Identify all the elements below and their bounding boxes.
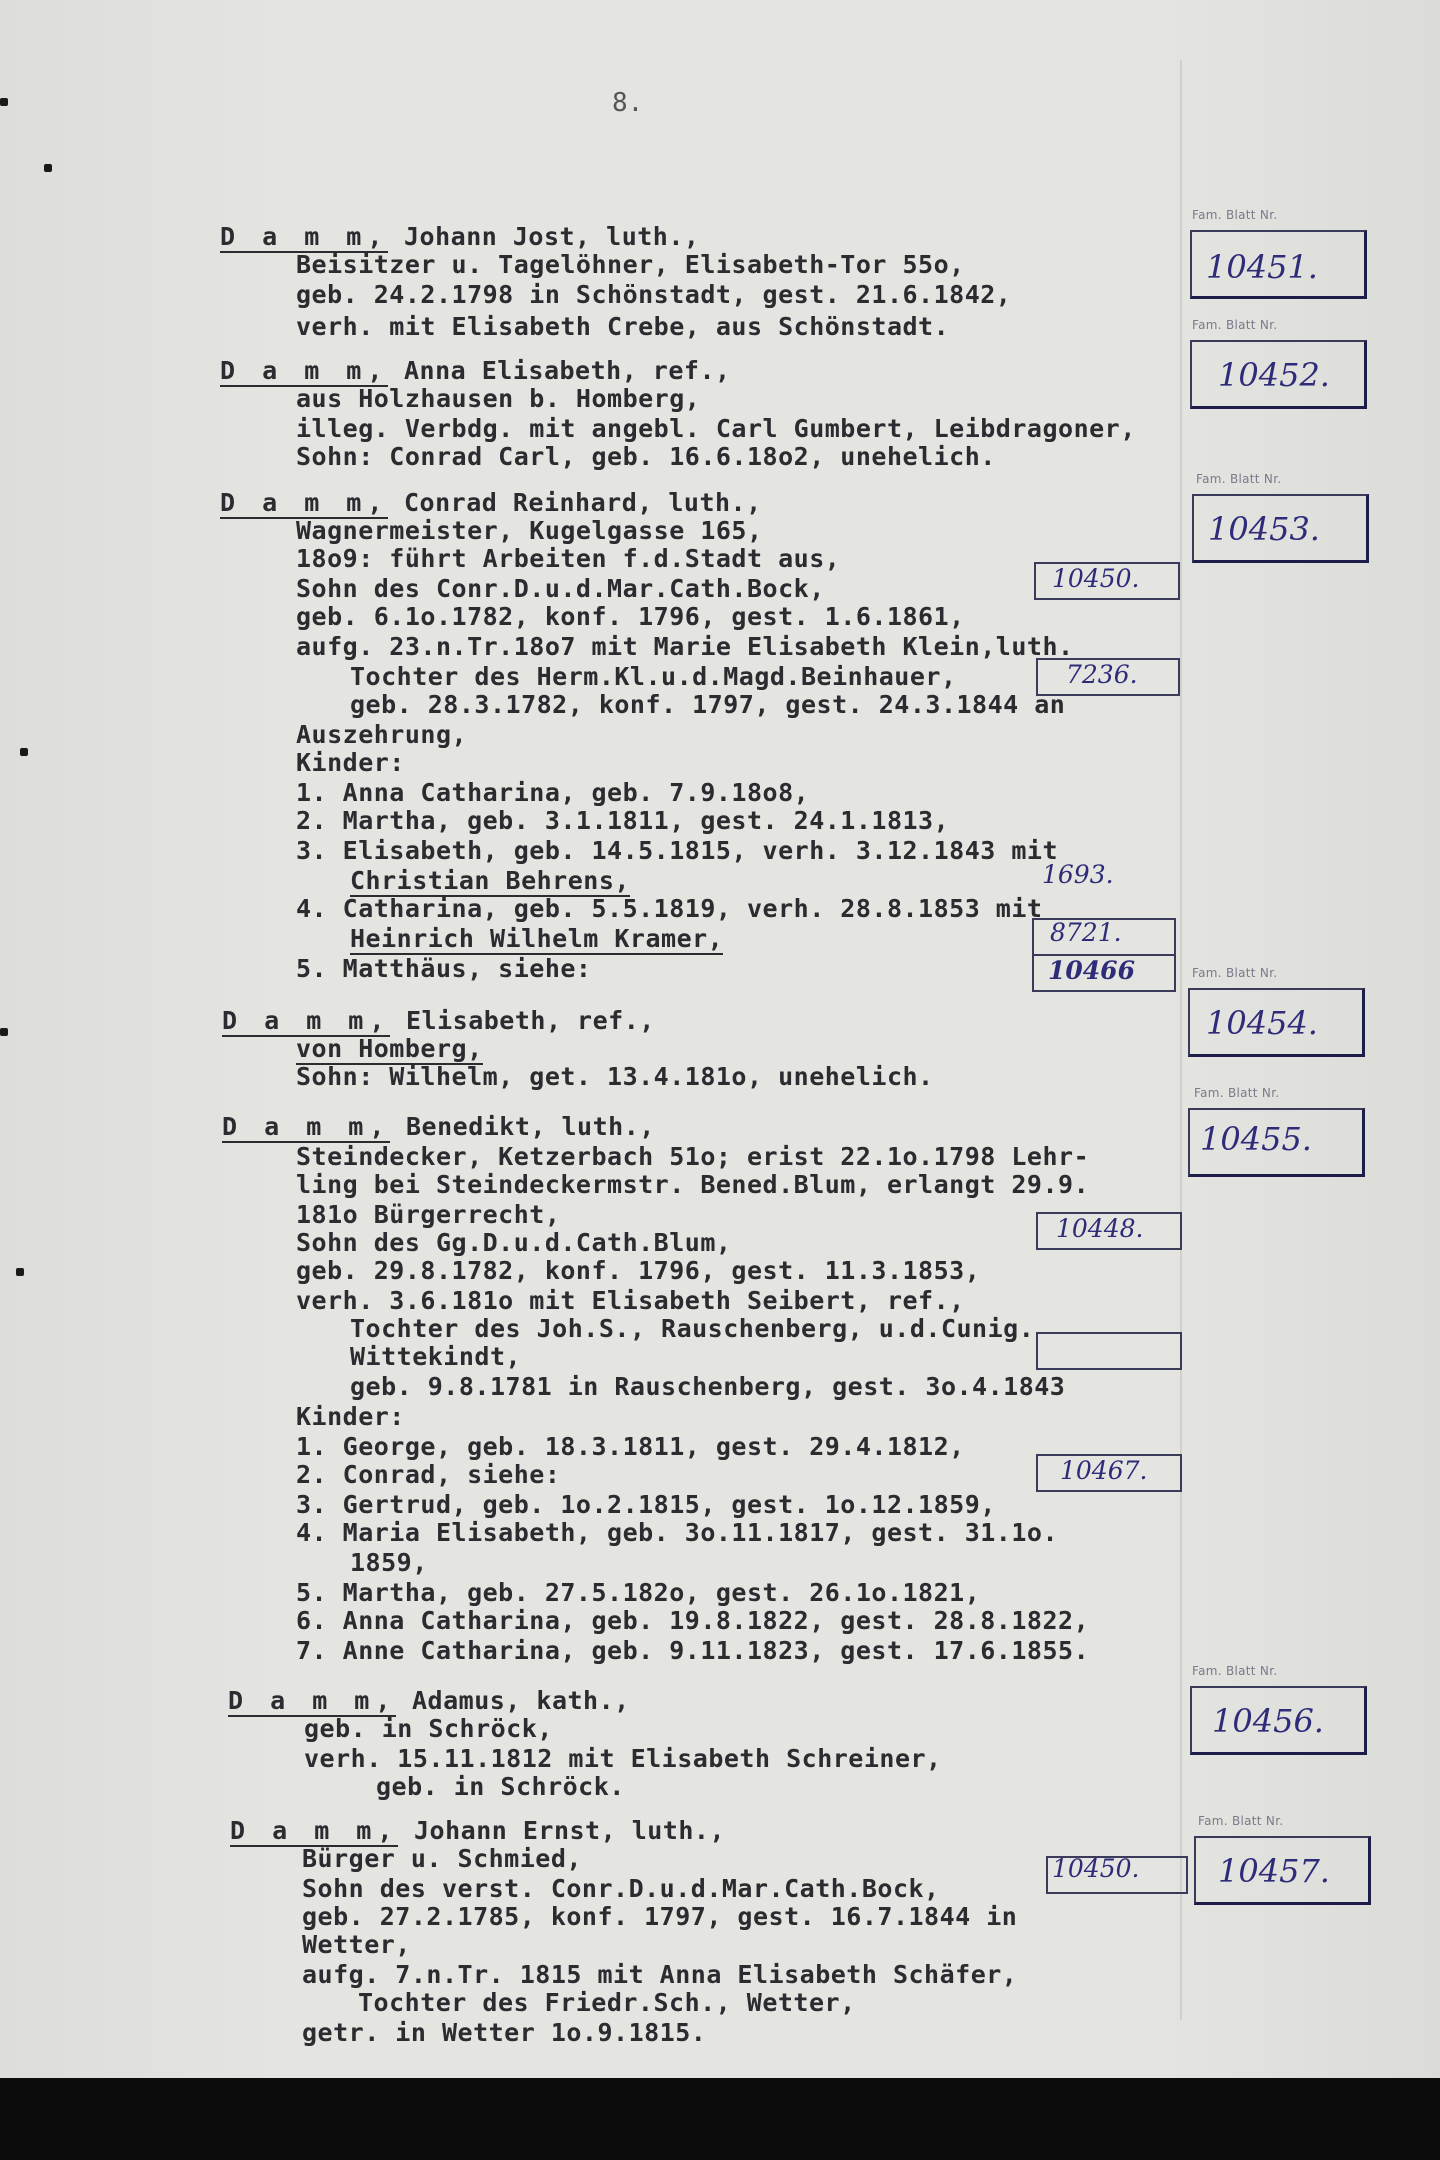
entry-surname: D a m m,	[220, 488, 389, 517]
entry-heading: Elisabeth, ref.,	[405, 1006, 655, 1035]
entry-heading: Benedikt, luth.,	[405, 1112, 655, 1141]
reference-number: 10450.	[1052, 1854, 1140, 1883]
reference-number: 10467.	[1060, 1456, 1148, 1485]
reference-number: 1693.	[1042, 860, 1114, 889]
entry-heading: Johann Jost, luth.,	[403, 222, 700, 251]
entry-surname: D a m m,	[220, 222, 389, 251]
fam-blatt-number: 10455.	[1200, 1120, 1312, 1158]
reference-number: 10466	[1048, 956, 1135, 985]
fam-blatt-label: Fam. Blatt Nr.	[1192, 1664, 1278, 1678]
entry-line: 18o9: führt Arbeiten f.d.Stadt aus,	[296, 544, 841, 573]
entry-line: Wagnermeister, Kugelgasse 165,	[296, 516, 763, 545]
entry-heading: Johann Ernst, luth.,	[413, 1816, 726, 1845]
entry-surname: D a m m,	[230, 1816, 399, 1845]
reference-number: 8721.	[1050, 918, 1122, 947]
entry-line: aufg. 7.n.Tr. 1815 mit Anna Elisabeth Schäfer,	[302, 1960, 1018, 1989]
entry-line: Auszehrung,	[296, 720, 468, 749]
entry-line: 2. Martha, geb. 3.1.1811, gest. 24.1.1813,	[296, 806, 950, 835]
punch-mark	[44, 164, 52, 172]
entry-line: geb. 6.1o.1782, konf. 1796, gest. 1.6.1861,	[296, 602, 965, 631]
entry-line: Christian Behrens,	[350, 866, 630, 895]
entry-line: 4. Catharina, geb. 5.5.1819, verh. 28.8.1853 mit	[296, 894, 1043, 923]
entry-line: geb. 29.8.1782, konf. 1796, gest. 11.3.1853,	[296, 1256, 981, 1285]
entry-line: 3. Gertrud, geb. 1o.2.1815, gest. 1o.12.1859,	[296, 1490, 996, 1519]
reference-number: 10450.	[1052, 564, 1140, 593]
entry-line: verh. 3.6.181o mit Elisabeth Seibert, ref.,	[296, 1286, 965, 1315]
entry-line: 4. Maria Elisabeth, geb. 3o.11.1817, gest. 31.1o.	[296, 1518, 1059, 1547]
reference-box	[1036, 1332, 1182, 1370]
fam-blatt-label: Fam. Blatt Nr.	[1198, 1814, 1284, 1828]
fam-blatt-number: 10451.	[1206, 248, 1318, 286]
entry-line: Wittekindt,	[350, 1342, 522, 1371]
fam-blatt-label: Fam. Blatt Nr.	[1192, 208, 1278, 222]
entry-line: Sohn des Conr.D.u.d.Mar.Cath.Bock,	[296, 574, 825, 603]
entry-line: Sohn des Gg.D.u.d.Cath.Blum,	[296, 1228, 732, 1257]
entry-surname: D a m m,	[228, 1686, 397, 1715]
entry-line: Tochter des Herm.Kl.u.d.Magd.Beinhauer,	[350, 662, 957, 691]
reference-number: 7236.	[1066, 660, 1138, 689]
entry-line: Heinrich Wilhelm Kramer,	[350, 924, 724, 953]
punch-mark	[20, 748, 28, 756]
entry-line: geb. 24.2.1798 in Schönstadt, gest. 21.6.1842,	[296, 280, 1012, 309]
entry-heading: Conrad Reinhard, luth.,	[403, 488, 762, 517]
fam-blatt-label: Fam. Blatt Nr.	[1192, 966, 1278, 980]
entry-line: Tochter des Friedr.Sch., Wetter,	[358, 1988, 856, 2017]
page-number: 8.	[612, 88, 644, 118]
fam-blatt-label: Fam. Blatt Nr.	[1192, 318, 1278, 332]
fam-blatt-number: 10454.	[1206, 1004, 1318, 1042]
punch-mark	[0, 98, 8, 106]
entry-line: 181o Bürgerrecht,	[296, 1200, 561, 1229]
entry-line: verh. mit Elisabeth Crebe, aus Schönstadt.	[296, 312, 950, 341]
entry-line: 2. Conrad, siehe:	[296, 1460, 561, 1489]
entry-surname: D a m m,	[220, 356, 389, 385]
entry-line: 6. Anna Catharina, geb. 19.8.1822, gest. 28.8.1822,	[296, 1606, 1090, 1635]
fam-blatt-number: 10457.	[1218, 1852, 1330, 1890]
entry-line: 1859,	[350, 1548, 428, 1577]
fam-blatt-number: 10453.	[1208, 510, 1320, 548]
entry-line: verh. 15.11.1812 mit Elisabeth Schreiner,	[304, 1744, 942, 1773]
entry-line: geb. in Schröck.	[376, 1772, 625, 1801]
entry-line: geb. 28.3.1782, konf. 1797, gest. 24.3.1844 an	[350, 690, 1066, 719]
entry-line: Sohn des verst. Conr.D.u.d.Mar.Cath.Bock,	[302, 1874, 940, 1903]
entry-line: 7. Anne Catharina, geb. 9.11.1823, gest. 17.6.1855.	[296, 1636, 1090, 1665]
entry-line: Tochter des Joh.S., Rauschenberg, u.d.Cunig.	[350, 1314, 1035, 1343]
fam-blatt-number: 10456.	[1212, 1702, 1324, 1740]
entry-line: illeg. Verbdg. mit angebl. Carl Gumbert, Leibdragoner,	[296, 414, 1136, 443]
entry-heading: Anna Elisabeth, ref.,	[403, 356, 731, 385]
entry-line: Beisitzer u. Tagelöhner, Elisabeth-Tor 55o,	[296, 250, 965, 279]
entry-line: Kinder:	[296, 748, 405, 777]
entry-line: geb. 9.8.1781 in Rauschenberg, gest. 3o.4.1843	[350, 1372, 1066, 1401]
entry-line: getr. in Wetter 1o.9.1815.	[302, 2018, 707, 2047]
entry-line: 1. George, geb. 18.3.1811, gest. 29.4.1812,	[296, 1432, 965, 1461]
entry-line: von Homberg,	[296, 1034, 483, 1063]
entry-line: Kinder:	[296, 1402, 405, 1431]
punch-mark	[16, 1268, 24, 1276]
entry-line: Sohn: Conrad Carl, geb. 16.6.18o2, unehelich.	[296, 442, 996, 471]
entry-line: aus Holzhausen b. Homberg,	[296, 384, 701, 413]
entry-line: Wetter,	[302, 1930, 411, 1959]
entry-line: 5. Matthäus, siehe:	[296, 954, 592, 983]
fam-blatt-label: Fam. Blatt Nr.	[1196, 472, 1282, 486]
reference-number: 10448.	[1056, 1214, 1144, 1243]
punch-mark	[0, 1028, 8, 1036]
entry-line: aufg. 23.n.Tr.18o7 mit Marie Elisabeth Klein,luth.	[296, 632, 1074, 661]
fam-blatt-label: Fam. Blatt Nr.	[1194, 1086, 1280, 1100]
entry-line: ling bei Steindeckermstr. Bened.Blum, erlangt 29.9.	[296, 1170, 1090, 1199]
entry-line: 5. Martha, geb. 27.5.182o, gest. 26.1o.1821,	[296, 1578, 981, 1607]
entry-line: 1. Anna Catharina, geb. 7.9.18o8,	[296, 778, 810, 807]
entry-surname: D a m m,	[222, 1112, 391, 1141]
entry-line: geb. 27.2.1785, konf. 1797, gest. 16.7.1844 in	[302, 1902, 1018, 1931]
entry-surname: D a m m,	[222, 1006, 391, 1035]
entry-line: Bürger u. Schmied,	[302, 1844, 582, 1873]
entry-line: geb. in Schröck,	[304, 1714, 553, 1743]
margin-rule	[1180, 60, 1182, 2020]
entry-line: 3. Elisabeth, geb. 14.5.1815, verh. 3.12.1843 mit	[296, 836, 1059, 865]
entry-heading: Adamus, kath.,	[411, 1686, 630, 1715]
entry-line: Sohn: Wilhelm, get. 13.4.181o, unehelich.	[296, 1062, 934, 1091]
entry-line: Steindecker, Ketzerbach 51o; erist 22.1o.1798 Lehr-	[296, 1142, 1090, 1171]
fam-blatt-number: 10452.	[1218, 356, 1330, 394]
